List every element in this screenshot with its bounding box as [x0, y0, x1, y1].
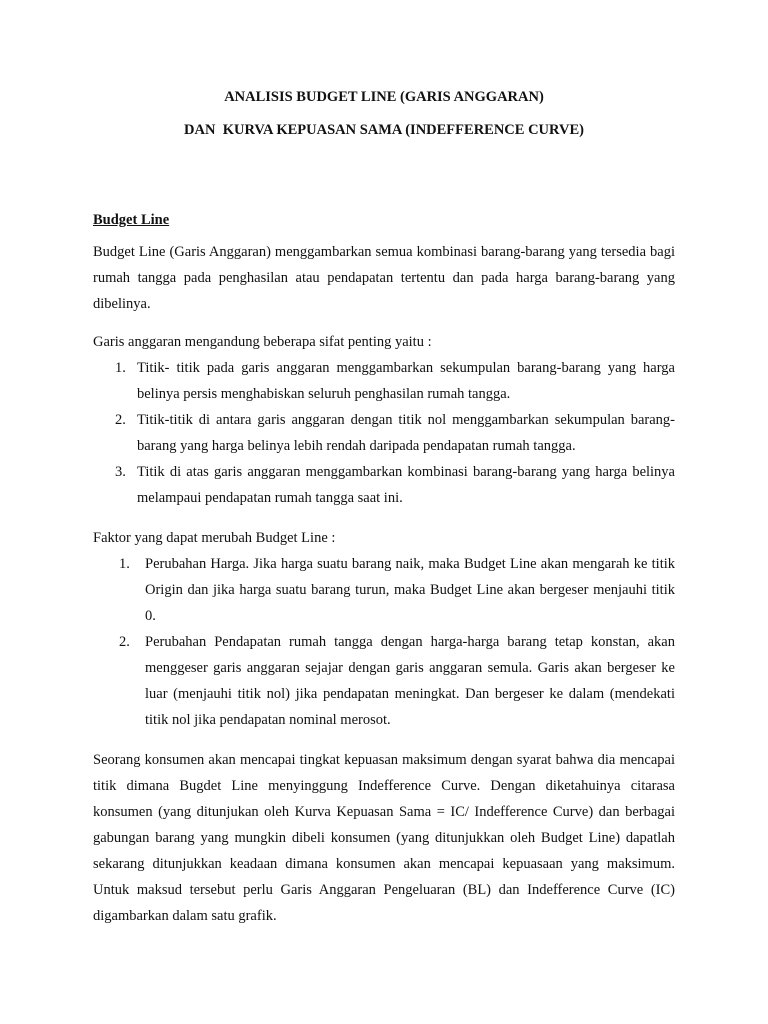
document-body [93, 211, 675, 929]
properties-list [93, 355, 675, 511]
list-item-text: Titik-titik di antara garis anggaran dengan titik nol menggambarkan sekumpulan barang-barang yang harga belinya lebih rendah daripada pendapatan rumah tangga. [137, 412, 675, 454]
list-item [93, 407, 675, 459]
list-item-text: Perubahan Harga. Jika harga suatu barang naik, maka Budget Line akan mengarah ke titik Origin dan jika harga suatu barang turun, maka Budget Line akan bergeser menjauhi titik 0. [145, 556, 675, 624]
list-item-number: 3. [115, 464, 126, 480]
section-heading: Budget Line [93, 212, 170, 228]
list-item-text: Perubahan Pendapatan rumah tangga dengan harga-harga barang tetap konstan, akan menggeser garis anggaran sejajar dengan garis anggaran semula. Garis akan bergeser ke luar (menjauhi titik nol) jika pendapatan meningkat. Dan bergeser ke dalam (mendekati titik nol jika pendapatan nominal merosot. [145, 634, 675, 728]
list-item-text: Titik di atas garis anggaran menggambarkan kombinasi barang-barang yang harga belinya melampaui pendapatan rumah tangga saat ini. [137, 464, 675, 506]
list-item [93, 629, 675, 733]
list-item-number: 2. [115, 412, 126, 428]
list-item [93, 551, 675, 629]
list-item-number: 1. [115, 360, 126, 376]
document-title-line-1: ANALISIS BUDGET LINE (GARIS ANGGARAN) [224, 89, 544, 105]
document-title-line-2: DAN KURVA KEPUASAN SAMA (INDEFFERENCE CURVE) [184, 122, 584, 138]
list-item-number: 2. [119, 634, 130, 650]
list-item [93, 355, 675, 407]
intro-paragraph: Budget Line (Garis Anggaran) menggambarkan semua kombinasi barang-barang yang tersedia bagi rumah tangga pada penghasilan atau pendapatan tertentu dan pada harga barang-barang yang dibelinya. [93, 244, 675, 312]
properties-intro: Garis anggaran mengandung beberapa sifat penting yaitu : [93, 334, 432, 350]
list-item [93, 459, 675, 511]
list-item-number: 1. [119, 556, 130, 572]
closing-paragraph: Seorang konsumen akan mencapai tingkat kepuasan maksimum dengan syarat bahwa dia mencapai titik dimana Bugdet Line menyinggung Indefference Curve. Dengan diketahuinya citarasa konsumen (yang ditunjukan oleh Kurva Kepuasan Sama = IC/ Indefference Curve) dan berbagai gabungan barang yang mungkin dibeli konsumen (yang ditunjukkan oleh Budget Line) dapatlah sekarang ditunjukkan keadaan dimana konsumen akan mencapai kepuasaan yang maksimum. Untuk maksud tersebut perlu Garis Anggaran Pengeluaran (BL) dan Indefference Curve (IC) digambarkan dalam satu grafik. [93, 752, 675, 924]
factors-list [93, 551, 675, 733]
factors-intro: Faktor yang dapat merubah Budget Line : [93, 530, 336, 546]
list-item-text: Titik- titik pada garis anggaran menggambarkan sekumpulan barang-barang yang harga belinya persis menghabiskan seluruh penghasilan rumah tangga. [137, 360, 675, 402]
